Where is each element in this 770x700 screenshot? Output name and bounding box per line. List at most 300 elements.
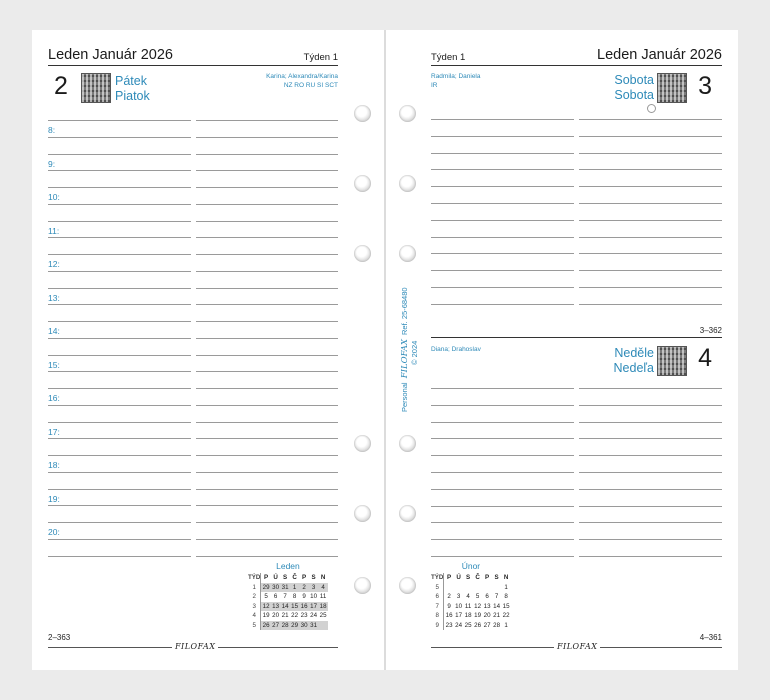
mini-calendar-grid (248, 573, 328, 630)
calendar-day: 29 (262, 583, 270, 591)
writing-line (48, 355, 191, 356)
hour-row[interactable] (48, 254, 338, 288)
calendar-day: 5 (475, 593, 480, 601)
writing-row[interactable] (431, 388, 722, 405)
binder-hole (399, 577, 416, 594)
namedays: Radmila; Daniela (431, 73, 481, 80)
writing-line (48, 237, 191, 238)
writing-line (579, 304, 722, 305)
writing-line (196, 371, 338, 372)
writing-line (48, 556, 191, 557)
namedays: Karina; Alexandra/Karina (266, 73, 338, 80)
calendar-header-cell: N (320, 574, 326, 582)
calendar-day: 25 (319, 612, 327, 620)
calendar-day: 8 (504, 593, 508, 601)
writing-line (431, 455, 574, 456)
writing-line (48, 221, 191, 222)
writing-line (196, 221, 338, 222)
day-name-sk: Nedeľa (613, 360, 654, 375)
writing-line (579, 438, 722, 439)
calendar-day (463, 583, 473, 593)
writing-line (431, 506, 574, 507)
calendar-day: 17 (310, 602, 318, 610)
writing-row[interactable] (431, 203, 722, 220)
week-label: Týden 1 (431, 52, 466, 63)
calendar-day: 22 (502, 612, 510, 620)
binder-hole (354, 505, 371, 522)
day-divider-rule (431, 337, 722, 338)
calendar-week-number: 2 (248, 592, 261, 602)
writing-line (579, 203, 722, 204)
writing-line (579, 455, 722, 456)
writing-line (196, 154, 338, 155)
writing-line (579, 270, 722, 271)
writing-line (48, 271, 191, 272)
hour-label: 13: (48, 292, 60, 303)
calendar-day: 29 (291, 621, 299, 629)
hourly-schedule (48, 120, 338, 557)
writing-row[interactable] (431, 136, 722, 153)
hour-row[interactable] (48, 422, 338, 456)
binder-hole (354, 175, 371, 192)
calendar-day: 30 (272, 583, 280, 591)
day-number-sunday: 4 (698, 344, 712, 372)
hour-row-end (48, 556, 338, 557)
writing-line (196, 505, 338, 506)
calendar-day: 13 (272, 602, 280, 610)
qr-code-icon (82, 74, 110, 102)
calendar-day: 25 (464, 621, 472, 629)
writing-line (196, 405, 338, 406)
binder-hole (354, 435, 371, 452)
spine-personal: Personal (400, 382, 409, 412)
binder-hole (399, 435, 416, 452)
writing-line (48, 321, 191, 322)
spine-ref: Ref. 25-68480 (400, 287, 409, 335)
writing-line (579, 388, 722, 389)
writing-row[interactable] (431, 220, 722, 237)
day-name-cz: Pátek (115, 74, 147, 88)
calendar-day: 27 (272, 621, 280, 629)
calendar-day: 24 (310, 612, 318, 620)
writing-line (579, 522, 722, 523)
writing-line (196, 288, 338, 289)
calendar-day: 5 (264, 593, 268, 601)
calendar-day: 18 (464, 612, 472, 620)
mini-calendar-title: Leden (276, 561, 300, 571)
day-name-sunday (614, 346, 654, 375)
writing-line (48, 489, 191, 490)
writing-line (431, 522, 574, 523)
writing-line (48, 505, 191, 506)
writing-row[interactable] (431, 455, 722, 472)
calendar-day: 3 (456, 593, 461, 601)
calendar-header-cell: S (494, 574, 499, 582)
calendar-header-cell: P (302, 574, 307, 582)
calendar-day: 6 (485, 593, 489, 601)
calendar-day: 9 (302, 593, 306, 601)
writing-line (196, 254, 338, 255)
writing-line (431, 136, 574, 137)
hour-label: 20: (48, 527, 60, 537)
writing-line (579, 220, 722, 221)
writing-row[interactable] (431, 438, 722, 455)
writing-row[interactable] (431, 287, 722, 304)
hour-row[interactable] (48, 154, 338, 188)
calendar-day: 17 (455, 612, 463, 620)
calendar-day: 20 (272, 612, 280, 620)
binder-hole (399, 175, 416, 192)
calendar-day: 1 (504, 583, 508, 591)
hour-row[interactable] (48, 455, 338, 489)
hour-row[interactable] (48, 187, 338, 221)
hour-row[interactable] (48, 522, 338, 556)
writing-line (431, 169, 574, 170)
qr-code-icon (658, 74, 686, 102)
calendar-day: 1 (290, 583, 300, 593)
writing-line (196, 556, 338, 557)
calendar-day: 13 (483, 602, 491, 610)
writing-line (431, 119, 574, 120)
hour-row[interactable] (48, 355, 338, 389)
mini-calendar-january (248, 561, 328, 630)
writing-line (431, 489, 574, 490)
hour-label: 19: (48, 493, 60, 504)
writing-line (48, 288, 191, 289)
calendar-day: 16 (445, 612, 453, 620)
writing-line (196, 489, 338, 490)
calendar-week-number: 5 (248, 621, 261, 631)
binder-hole (399, 505, 416, 522)
day-name-saturday (614, 73, 654, 102)
writing-line (48, 120, 191, 121)
writing-row[interactable] (431, 522, 722, 539)
writing-line (579, 556, 722, 557)
calendar-day: 9 (447, 602, 451, 610)
hour-label: 10: (48, 192, 60, 202)
qr-code-icon (658, 347, 686, 375)
calendar-day: 31 (310, 621, 318, 629)
hour-label: 9: (48, 158, 56, 169)
calendar-day: 15 (502, 602, 510, 610)
calendar-week-number: 9 (431, 621, 444, 631)
calendar-day: 30 (300, 621, 308, 629)
writing-line (196, 472, 338, 473)
calendar-day: 27 (483, 621, 491, 629)
writing-line (196, 120, 338, 121)
calendar-day: 4 (318, 583, 328, 593)
writing-line (196, 304, 338, 305)
writing-line (48, 187, 191, 188)
writing-line (48, 422, 191, 423)
saturday-lines (431, 119, 722, 321)
calendar-week-number: 6 (431, 592, 444, 602)
calendar-header-cell: TÝD (431, 574, 444, 582)
calendar-header-cell: S (283, 574, 288, 582)
calendar-week-number: 1 (248, 583, 261, 593)
hour-row[interactable] (48, 321, 338, 355)
hour-row[interactable] (48, 288, 338, 322)
writing-line (579, 472, 722, 473)
writing-line (48, 438, 191, 439)
mini-calendar-february (431, 561, 511, 630)
holidays: NZ RO RU SI SCT (283, 81, 338, 89)
calendar-header-cell: P (264, 574, 269, 582)
writing-line (579, 539, 722, 540)
binder-hole (354, 577, 371, 594)
calendar-day: 22 (291, 612, 299, 620)
calendar-day: 4 (466, 593, 470, 601)
writing-line (196, 204, 338, 205)
hour-label: 14: (48, 326, 60, 336)
writing-line (48, 371, 191, 372)
calendar-day: 31 (281, 583, 289, 591)
writing-line (48, 137, 191, 138)
writing-line (431, 220, 574, 221)
calendar-day: 10 (310, 593, 318, 601)
writing-line (196, 422, 338, 423)
hour-label: 16: (48, 393, 60, 403)
calendar-day: 24 (455, 621, 463, 629)
calendar-week-number: 5 (431, 583, 444, 593)
writing-row[interactable] (431, 119, 722, 136)
day-name-sk: Piatok (115, 88, 150, 103)
writing-line (431, 304, 574, 305)
spine-copyright: © 2024 (410, 340, 419, 365)
calendar-header-cell: TÝD (248, 574, 261, 582)
writing-row[interactable] (431, 153, 722, 170)
calendar-day: 11 (319, 593, 327, 601)
writing-line (48, 405, 191, 406)
day-number: 2 (54, 72, 68, 100)
writing-line (431, 153, 574, 154)
hour-row[interactable] (48, 221, 338, 255)
writing-line (431, 472, 574, 473)
hour-label: 15: (48, 359, 60, 370)
writing-line (579, 153, 722, 154)
writing-line (196, 237, 338, 238)
calendar-day: 18 (319, 602, 327, 610)
calendar-day: 2 (299, 583, 309, 593)
calendar-week-number: 4 (248, 611, 261, 621)
writing-line (431, 237, 574, 238)
writing-row[interactable] (431, 405, 722, 422)
filofax-logo: FILOFAX (554, 642, 600, 651)
calendar-day (492, 583, 502, 593)
hour-row[interactable] (48, 489, 338, 523)
calendar-day (318, 621, 328, 631)
calendar-day: 28 (281, 621, 289, 629)
writing-row[interactable] (431, 253, 722, 270)
writing-line (196, 170, 338, 171)
nameday-info-saturday (431, 73, 481, 90)
writing-line (48, 338, 191, 339)
writing-line (196, 355, 338, 356)
writing-row[interactable] (431, 270, 722, 287)
writing-line (196, 271, 338, 272)
sunday-lines (431, 388, 722, 573)
writing-line (48, 388, 191, 389)
writing-line (196, 137, 338, 138)
writing-row[interactable] (431, 422, 722, 439)
writing-row[interactable] (431, 237, 722, 254)
writing-line (431, 422, 574, 423)
writing-line (196, 187, 338, 188)
writing-line (431, 438, 574, 439)
hour-label: 17: (48, 426, 60, 437)
calendar-day (454, 583, 464, 593)
calendar-day: 12 (262, 602, 270, 610)
writing-line (579, 136, 722, 137)
calendar-header-cell: S (311, 574, 316, 582)
calendar-day: 19 (474, 612, 482, 620)
calendar-day: 7 (494, 593, 499, 601)
calendar-header-cell: Ú (273, 574, 278, 582)
writing-line (196, 438, 338, 439)
calendar-day: 21 (493, 612, 501, 620)
calendar-week-number: 3 (248, 602, 261, 612)
binder-hole (399, 245, 416, 262)
writing-line (579, 405, 722, 406)
calendar-day: 2 (447, 593, 451, 601)
spine-reference-text (400, 287, 410, 412)
filofax-logo: FILOFAX (172, 642, 218, 651)
calendar-day: 3 (309, 583, 319, 593)
writing-line (196, 321, 338, 322)
calendar-day: 14 (493, 602, 501, 610)
writing-line (48, 522, 191, 523)
writing-line (431, 203, 574, 204)
right-page-weekend (386, 30, 738, 670)
day-name-sk: Sobota (614, 87, 654, 102)
writing-line (196, 388, 338, 389)
calendar-day: 14 (281, 602, 289, 610)
hour-label: 18: (48, 460, 60, 470)
calendar-day: 21 (281, 612, 289, 620)
writing-line (579, 422, 722, 423)
nameday-info (266, 73, 338, 90)
calendar-header-cell: P (485, 574, 490, 582)
month-title: Leden Január 2026 (597, 47, 722, 63)
writing-line (431, 556, 574, 557)
writing-line (196, 338, 338, 339)
calendar-day: 26 (262, 621, 270, 629)
writing-line (579, 287, 722, 288)
calendar-day (473, 583, 483, 593)
header-rule (48, 65, 338, 66)
calendar-day: 11 (464, 602, 472, 610)
calendar-day: 7 (283, 593, 287, 601)
calendar-day (444, 583, 454, 593)
hour-row[interactable] (48, 120, 338, 154)
writing-line (48, 204, 191, 205)
calendar-day: 8 (292, 593, 297, 601)
writing-line (579, 169, 722, 170)
page-number: 2–363 (48, 633, 71, 642)
writing-line (196, 455, 338, 456)
writing-row[interactable] (431, 489, 722, 506)
calendar-day: 28 (493, 621, 501, 629)
day-name-cz: Neděle (614, 346, 654, 360)
calendar-week-number: 7 (431, 602, 444, 612)
nameday-info-sunday: Diana; Drahoslav (431, 346, 481, 353)
mini-calendar-title: Únor (461, 561, 481, 571)
left-page-friday (32, 30, 384, 670)
calendar-day: 16 (300, 602, 308, 610)
calendar-day: 15 (291, 602, 299, 610)
binder-hole (354, 245, 371, 262)
writing-line (48, 472, 191, 473)
writing-line (196, 522, 338, 523)
calendar-day: 19 (262, 612, 270, 620)
writing-line (48, 154, 191, 155)
header-rule (431, 65, 722, 66)
day-number-saturday: 3 (698, 72, 712, 100)
calendar-day: 6 (273, 593, 278, 601)
writing-row[interactable] (431, 539, 722, 556)
calendar-day: 12 (474, 602, 482, 610)
calendar-day: 26 (474, 621, 482, 629)
calendar-day: 10 (455, 602, 463, 610)
writing-line (431, 186, 574, 187)
writing-line (579, 237, 722, 238)
writing-line (48, 304, 191, 305)
writing-line (579, 489, 722, 490)
page-number: 4–361 (699, 633, 722, 642)
calendar-header-cell: Ú (456, 574, 461, 582)
calendar-day (482, 583, 492, 593)
writing-row[interactable] (431, 506, 722, 523)
writing-row[interactable] (431, 472, 722, 489)
day-name-cz: Sobota (614, 73, 654, 87)
writing-row[interactable] (431, 169, 722, 186)
writing-line (431, 539, 574, 540)
writing-row[interactable] (431, 186, 722, 203)
calendar-day: 23 (445, 621, 453, 629)
calendar-header-cell: P (447, 574, 452, 582)
hour-row[interactable] (48, 388, 338, 422)
binder-hole (399, 105, 416, 122)
writing-line (579, 506, 722, 507)
writing-line (431, 287, 574, 288)
writing-line (48, 254, 191, 255)
hour-label: 12: (48, 259, 60, 269)
holidays: IR (431, 81, 438, 89)
calendar-header-cell: Č (292, 574, 297, 582)
writing-line (579, 253, 722, 254)
calendar-header-cell: S (466, 574, 471, 582)
writing-line (48, 539, 191, 540)
writing-line (196, 539, 338, 540)
calendar-day: 1 (504, 621, 508, 629)
spine-brand: FILOFAX (400, 339, 410, 379)
writing-line (431, 253, 574, 254)
month-title: Leden Január 2026 (48, 47, 173, 63)
writing-row[interactable] (431, 304, 722, 321)
circle-marker-icon (647, 104, 656, 113)
day-name (115, 74, 150, 103)
writing-line (431, 270, 574, 271)
mini-calendar-grid (431, 573, 511, 630)
writing-line (48, 170, 191, 171)
calendar-header-cell: Č (475, 574, 480, 582)
writing-line (579, 119, 722, 120)
mid-page-number: 3–362 (699, 326, 722, 335)
writing-line (431, 388, 574, 389)
hour-label: 8: (48, 125, 56, 135)
writing-line (431, 405, 574, 406)
week-label: Týden 1 (303, 52, 338, 63)
